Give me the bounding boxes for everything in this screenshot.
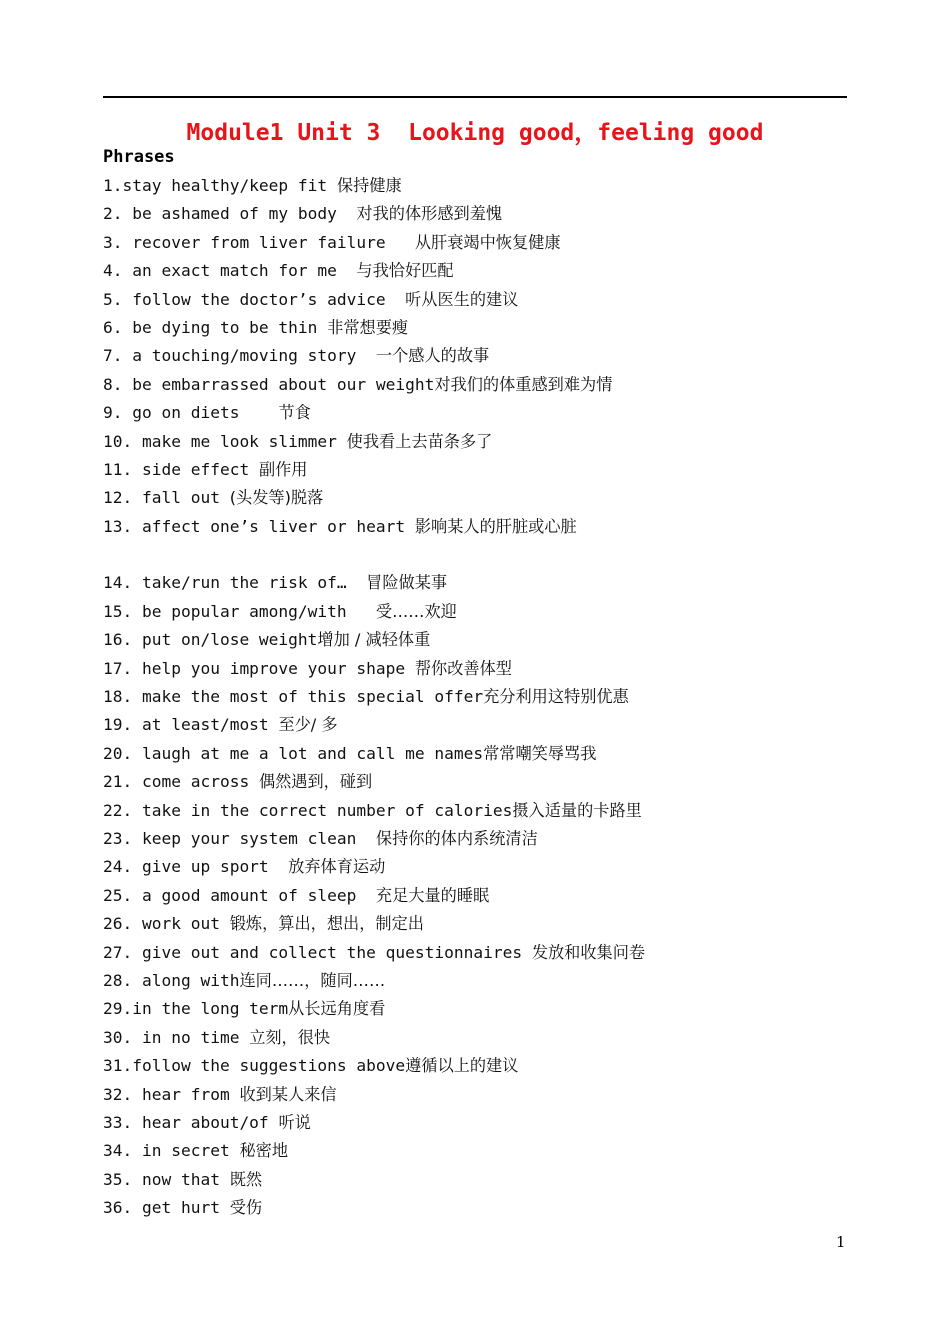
phrase-english: 27. give out and collect the questionnaires bbox=[103, 942, 532, 962]
phrase-english: 6. be dying to be thin bbox=[103, 317, 328, 337]
phrase-chinese: 锻炼，算出，想出，制定出 bbox=[229, 914, 424, 934]
phrase-item bbox=[103, 456, 863, 484]
phrase-chinese: 影响某人的肝脏或心脏 bbox=[414, 516, 577, 536]
phrase-item bbox=[103, 200, 863, 228]
phrase-chinese: 与我恰好匹配 bbox=[356, 261, 454, 281]
phrase-item bbox=[103, 853, 863, 881]
phrase-item bbox=[103, 1166, 863, 1194]
phrase-chinese: 听说 bbox=[278, 1112, 311, 1132]
phrase-chinese: 增加 / 减轻体重 bbox=[317, 630, 431, 650]
page-number: 1 bbox=[836, 1233, 846, 1251]
phrase-item bbox=[103, 342, 863, 370]
phrase-english: 11. side effect bbox=[103, 459, 259, 479]
phrase-chinese: 从肝衰竭中恢复健康 bbox=[414, 232, 561, 252]
blank-line bbox=[103, 541, 863, 569]
phrase-english: 32. hear from bbox=[103, 1084, 240, 1104]
phrase-item bbox=[103, 314, 863, 342]
phrase-chinese: 节食 bbox=[278, 403, 311, 423]
phrase-english: 12. fall out bbox=[103, 488, 230, 508]
phrase-chinese: 放弃体育运动 bbox=[288, 857, 386, 877]
phrase-chinese: 至少/ 多 bbox=[278, 715, 338, 735]
phrase-english: 28. along with bbox=[103, 970, 240, 990]
phrase-chinese: 立刻，很快 bbox=[249, 1027, 331, 1047]
phrase-item bbox=[103, 967, 863, 995]
phrase-chinese: 收到某人来信 bbox=[239, 1084, 337, 1104]
phrase-item bbox=[103, 371, 863, 399]
phrase-chinese: 遵循以上的建议 bbox=[405, 1056, 519, 1076]
phrase-english: 16. put on/lose weight bbox=[103, 630, 318, 650]
phrase-item bbox=[103, 1109, 863, 1137]
phrase-item bbox=[103, 286, 863, 314]
phrase-english: 17. help you improve your shape bbox=[103, 658, 415, 678]
phrase-item bbox=[103, 484, 863, 512]
phrase-chinese: 对我们的体重感到难为情 bbox=[434, 374, 613, 394]
phrase-english: 1.stay healthy/keep fit bbox=[103, 176, 337, 195]
phrase-english: 20. laugh at me a lot and call me names bbox=[103, 743, 484, 763]
phrase-item bbox=[103, 1137, 863, 1165]
phrase-chinese: 受伤 bbox=[229, 1198, 263, 1218]
phrase-english: 5. follow the doctor’s advice bbox=[103, 289, 406, 309]
phrase-chinese: 摄入适量的卡路里 bbox=[512, 800, 642, 820]
phrase-english: 21. come across bbox=[103, 772, 259, 792]
phrase-item bbox=[103, 711, 863, 739]
phrase-chinese: 发放和收集问卷 bbox=[531, 942, 646, 962]
phrase-item bbox=[103, 683, 863, 711]
phrase-chinese: 充足大量的睡眠 bbox=[375, 885, 490, 905]
phrase-english: 34. in secret bbox=[103, 1141, 240, 1161]
phrase-chinese: 保持健康 bbox=[336, 176, 402, 195]
phrase-item bbox=[103, 513, 863, 541]
phrase-english: 33. hear about/of bbox=[103, 1112, 279, 1132]
phrase-english: 25. a good amount of sleep bbox=[103, 885, 376, 905]
phrase-english: 23. keep your system clean bbox=[103, 828, 376, 848]
phrase-item bbox=[103, 229, 863, 257]
phrase-item bbox=[103, 172, 863, 200]
phrase-english: 31.follow the suggestions above bbox=[103, 1056, 406, 1076]
phrase-english: 26. work out bbox=[103, 914, 230, 934]
phrase-item bbox=[103, 257, 863, 285]
phrase-item bbox=[103, 1081, 863, 1109]
phrase-item bbox=[103, 1194, 863, 1222]
section-heading: Phrases bbox=[103, 147, 175, 167]
phrase-item bbox=[103, 655, 863, 683]
phrase-item bbox=[103, 939, 863, 967]
phrase-list bbox=[103, 172, 863, 1222]
phrase-english: 2. be ashamed of my body bbox=[103, 204, 357, 224]
phrase-english: 30. in no time bbox=[103, 1027, 250, 1047]
phrase-chinese: 非常想要瘦 bbox=[327, 317, 409, 337]
phrase-english: 15. be popular among/with bbox=[103, 601, 376, 621]
phrase-chinese: 既然 bbox=[229, 1169, 263, 1189]
phrase-item bbox=[103, 768, 863, 796]
phrase-item bbox=[103, 797, 863, 825]
phrase-english: 24. give up sport bbox=[103, 857, 289, 877]
phrase-english: 18. make the most of this special offer bbox=[103, 687, 484, 707]
phrase-chinese: 冒险做某事 bbox=[366, 573, 448, 593]
phrase-item bbox=[103, 399, 863, 427]
phrase-chinese: 充分利用这特别优惠 bbox=[483, 687, 629, 707]
phrase-chinese: 偶然遇到，碰到 bbox=[258, 772, 373, 792]
phrase-chinese: 对我的体形感到羞愧 bbox=[356, 204, 503, 224]
phrase-english: 29.in the long term bbox=[103, 999, 289, 1019]
phrase-item bbox=[103, 1024, 863, 1052]
header-rule bbox=[103, 96, 847, 98]
phrase-chinese: 常常嘲笑辱骂我 bbox=[483, 743, 597, 763]
phrase-chinese: 听从医生的建议 bbox=[405, 289, 519, 309]
phrase-english: 3. recover from liver failure bbox=[103, 232, 415, 252]
phrase-chinese: 秘密地 bbox=[239, 1141, 289, 1161]
phrase-english: 14. take/run the risk of… bbox=[103, 573, 367, 593]
phrase-english: 13. affect one’s liver or heart bbox=[103, 516, 415, 536]
phrase-english: 36. get hurt bbox=[103, 1198, 230, 1218]
phrase-chinese: 一个感人的故事 bbox=[375, 346, 490, 366]
phrase-english: 35. now that bbox=[103, 1169, 230, 1189]
phrase-english: 7. a touching/moving story bbox=[103, 346, 376, 366]
phrase-item bbox=[103, 995, 863, 1023]
phrase-item bbox=[103, 626, 863, 654]
page-title: Module1 Unit 3 Looking good，feeling good bbox=[186, 120, 764, 146]
phrase-english: 4. an exact match for me bbox=[103, 261, 357, 281]
phrase-item bbox=[103, 825, 863, 853]
phrase-english: 9. go on diets bbox=[103, 403, 279, 423]
phrase-item bbox=[103, 1052, 863, 1080]
phrase-chinese: (头发等)脱落 bbox=[229, 488, 324, 508]
phrase-chinese: 帮你改善体型 bbox=[414, 658, 512, 678]
phrase-chinese: 连同……，随同…… bbox=[239, 970, 386, 990]
phrase-item bbox=[103, 882, 863, 910]
phrase-chinese: 副作用 bbox=[258, 459, 308, 479]
phrase-english: 8. be embarrassed about our weight bbox=[103, 374, 435, 394]
phrase-item bbox=[103, 569, 863, 597]
phrase-chinese: 从长远角度看 bbox=[288, 999, 386, 1019]
phrase-chinese: 受……欢迎 bbox=[375, 601, 457, 621]
phrase-item bbox=[103, 598, 863, 626]
phrase-item bbox=[103, 428, 863, 456]
phrase-english: 22. take in the correct number of calories bbox=[103, 800, 513, 820]
phrase-chinese: 保持你的体内系统清洁 bbox=[375, 828, 538, 848]
phrase-item bbox=[103, 910, 863, 938]
phrase-chinese: 使我看上去苗条多了 bbox=[346, 431, 493, 451]
phrase-item bbox=[103, 740, 863, 768]
phrase-english: 19. at least/most bbox=[103, 715, 279, 735]
phrase-english: 10. make me look slimmer bbox=[103, 431, 347, 451]
